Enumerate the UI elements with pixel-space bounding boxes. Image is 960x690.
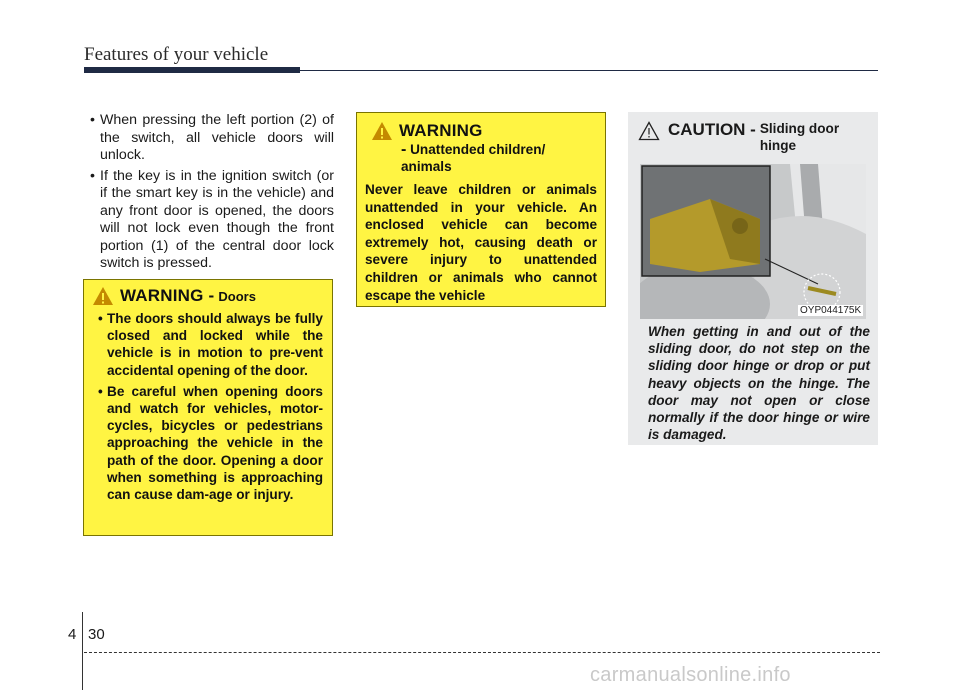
warning-doors-header (92, 286, 323, 306)
warning-children-subtitle: Unattended children/ animals (401, 142, 546, 174)
warning-doors-item: • Be careful when opening doors and watch for vehicles, motor-cycles, bicycles or pedestrians approaching the vehicle in the path of the door. Opening a door when something is approaching can cause dam-age or injury. (92, 383, 323, 503)
caution-title: CAUTION - (668, 120, 756, 139)
warning-doors-title: WARNING - (120, 286, 215, 305)
warning-children-body: Never leave children or animals unattended in your vehicle. An enclosed vehicle can become extremely hot, causing death or severe injury to unattended children or animals who cannot escape the vehicle (365, 182, 597, 303)
intro-bullet-unlock: • When pressing the left portion (2) of the switch, all vehicle doors will unlock. (84, 112, 334, 165)
warning-doors-subtitle: Doors (218, 288, 256, 304)
warning-children-box (356, 112, 606, 307)
warning-doors-box (83, 279, 333, 536)
page-chapter-number: 4 (68, 626, 77, 643)
caution-header (638, 120, 868, 154)
warning-triangle-icon (92, 286, 114, 306)
watermark-text: carmanualsonline.info (590, 664, 791, 686)
footer-divider-vertical (82, 612, 83, 690)
sliding-door-hinge-illustration (640, 164, 866, 319)
page-number: 30 (88, 626, 105, 643)
warning-children-subtitle-line (401, 141, 597, 175)
warning-children-title: WARNING (399, 121, 483, 140)
header-rule-thick (84, 67, 300, 73)
image-code-label: OYP044175K (800, 305, 862, 316)
warning-children-header (365, 121, 597, 141)
caution-triangle-icon (638, 121, 660, 141)
caution-body: When getting in and out of the sliding door, do not step on the sliding door hinge or drop or put heavy objects on the hinge. The door may not open or close normally if the door hinge or wire is damaged. (648, 324, 870, 443)
warning-triangle-icon (371, 121, 393, 141)
page-header-title: Features of your vehicle (84, 44, 269, 65)
warning-children-dash: - (401, 141, 407, 158)
intro-bullet-key-ignition: • If the key is in the ignition switch (or if the smart key is in the vehicle) and any front door is opened, the doors will not lock even though the front portion (1) of the central door lock switch is pressed. (84, 168, 334, 273)
warning-doors-list (92, 310, 323, 503)
caution-box (628, 112, 878, 445)
header-rule-thin (300, 70, 878, 71)
warning-doors-item: • The doors should always be fully closed and locked while the vehicle is in motion to pre-vent accidental opening of the door. (92, 310, 323, 379)
caution-subtitle: Sliding door hinge (759, 121, 840, 153)
footer-divider-horizontal (84, 652, 880, 653)
intro-bullet-list (84, 112, 334, 276)
